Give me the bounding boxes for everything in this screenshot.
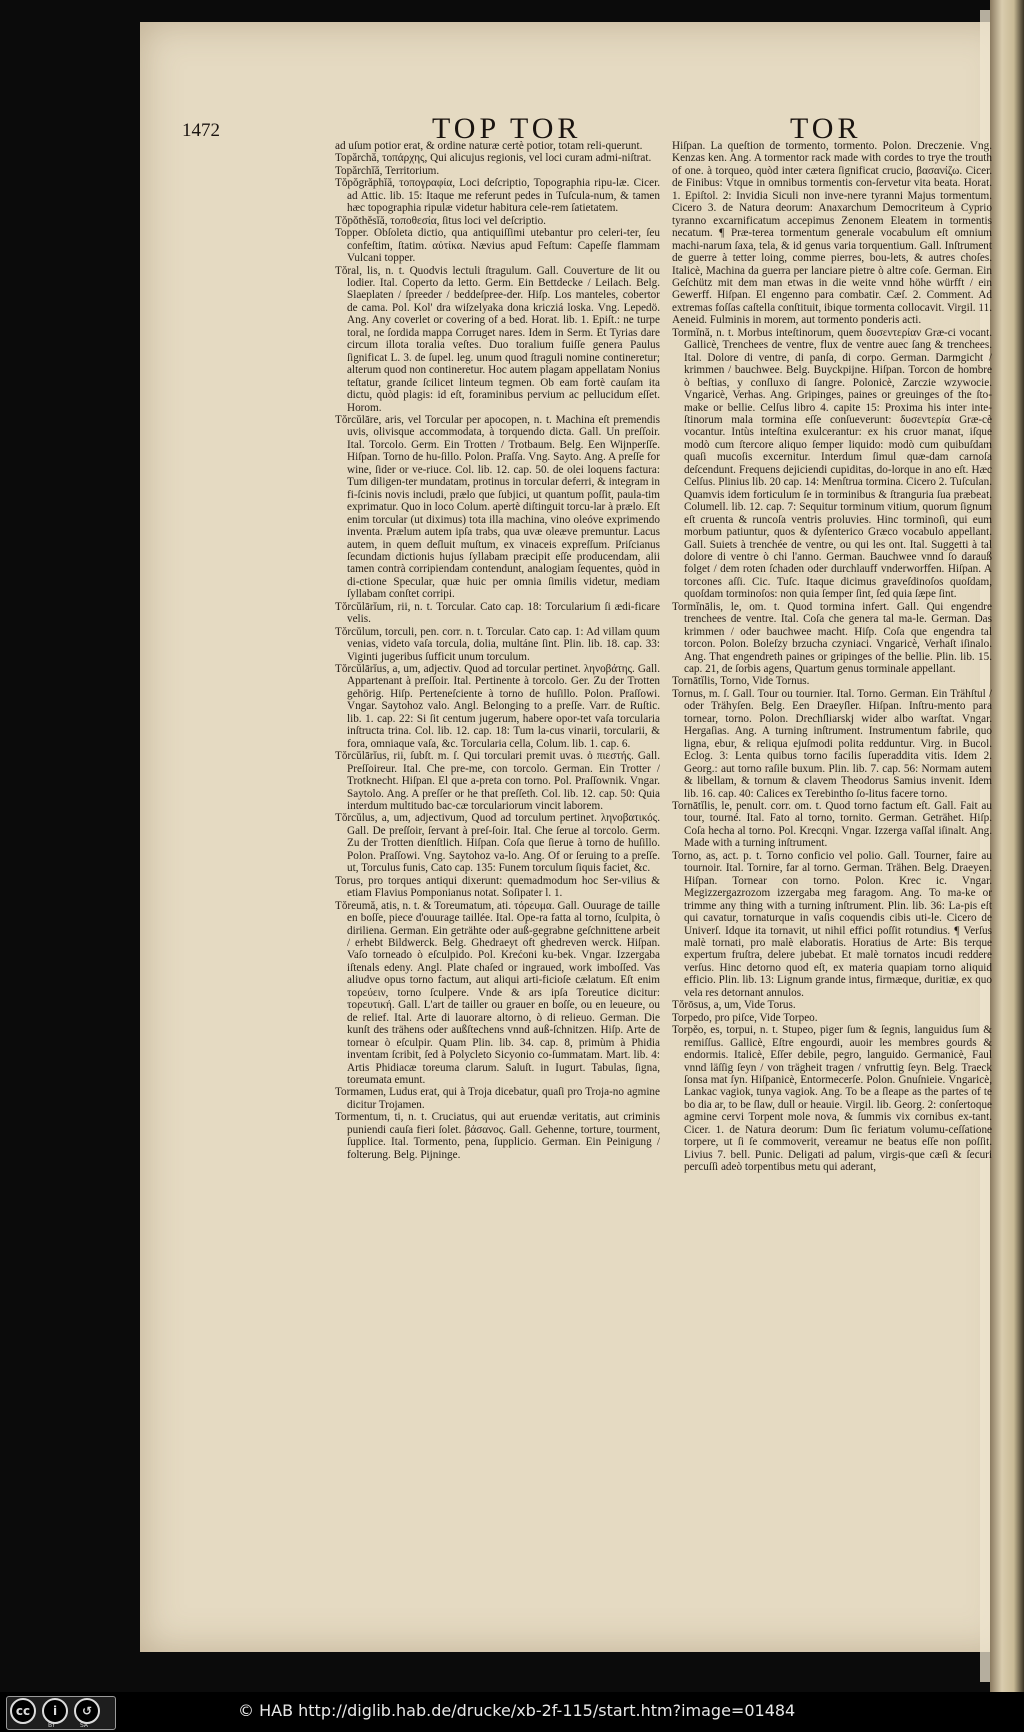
entry-torcularium: Tŏrcŭlārĭum, rii, n. t. Torcular. Cato cap. 18: Torcularium ſi ædi-ficare velis.: [335, 600, 660, 626]
entry-toreuma: Tŏreumă, atis, n. t. & Toreumatum, ati. τόρευμα. Gall. Ouurage de taille en boſſe, piece d'ouurage taillée. Ital. Ope-ra fatta al torno, ſculpita, ò diriliena. German. Ein geträhte oder auß-gegrabne geſchnittene arbeit / erhebt Bildwerck. Belg. Ghedraeyt oft ghedreven werck. Hiſpan. Vaſo torneado ò eſculpido. Pol. Krećoni ku-bek. Vngar. Izzergaba iſtenals edeny. Angl. Plate chaſed or ingraued, work imboſſed. Vas aliudve opus torno factum, aut aliqui arti-ficioſe cælatum. Eſt enim τορεύειν, torno ſculpere. Vnde & ars ipſa Toreutice dicitur: τορευτική. Gall. L'art de tailler ou grauer en boſſe, ou en leueure, ou de relief. Ital. Arte di lauorare altorno, ò di relieuo. German. Die kunſt des trähens oder außſtechens vnnd auß-ſchnitzen. Hiſp. Arte de tornear ò eſculpir. Quam Plin. lib. 34. cap. 8, primùm à Phidia inventam ſcribit, ſed à Polycleto Sicyonio co-ſummatam. Mart. lib. 4: Artis Phidiacæ toreuma clarum. Saluſt. in Iugurt. Tabulas, ſigna, toreumata emunt.: [335, 899, 660, 1086]
share-alike-icon: ↺: [74, 1698, 100, 1724]
entry-torculum: Tŏrcŭlum, torculi, pen. corr. n. t. Torcular. Cato cap. 1: Ad villam quum venias, videto vaſa torcula, dolia, multáne ſint. Plin. lib. 18. cap. 33: Viginti jugeribus ſufficit unum torculum.: [335, 625, 660, 663]
running-head-right: TOR: [790, 112, 862, 145]
entry-torminalis: Tormĭnālis, le, om. t. Quod tormina infert. Gall. Qui engendre trenchees de ventre. Ital. Coſa che genera tal ma-le. German. Das krimmen / oder bauchwee macht. Hiſp. Coſa que engendra tal torcon. Polon. Boleſzy brzucha czyniaci. Vngaricè, Verhaſt iſinalo. Ang. That engendreth paines or gripinges of the bellie. Plin. lib. 15. cap. 21, de ſorbis agens, Quartum genus torminale appellant.: [672, 600, 992, 676]
page-number: 1472: [182, 120, 220, 141]
entry-tormina: Tormĭnă, n. t. Morbus inteſtinorum, quem δυσεντερίαν Græ-ci vocant. Gallicè, Trenchees de ventre, flux de ventre auec ſang & trenchees. Ital. Dolore di ventre, di panſa, di corpo. German. Darmgicht / krimmen / bauchwee. Belg. Buyckpijne. Hiſpan. Torcon de hombre ò beſtias, y conſluxo di ſangre. Polonicè, Zarczie wzywocie. Vngaricè, Verhas. Ang. Gripinges, paines or greuinges of the ſto-make or bellie. Celſus libro 4. capite 15: Proxima his inter inte-ſtinorum mala tormina eſſe conſueverunt: δυσεντερία Græ-cè vocantur. Intùs inteſtina exulcerantur: ex his cruor manat, iſque modò cum ſtercore aliquo ſemper liquido: modò cum quibuſdam quaſi mucoſis excernitur. Interdum ſimul quæ-dam carnoſa deſcendunt. Frequens dejiciendi cupiditas, do-lorque in ano eſt. Hæc Celſus. Plinius lib. 20 cap. 14: Menſtrua tormina. Cicero 2. Tuſculan. Quamvis idem forticulum ſe in torminibus & ſtranguria ſua præbeat. Columell. lib. 12. cap. 7: Sequitur torminum vitium, quorum ſignum eſt cruenta & runcoſa ventris proluvies. Hinc torminoſi, qui eum morbum patiuntur, quos & dyſenterico Græco vocabulo appellant. Gall. Suiets à trenchée de ventre, ou qui les ont. Ital. Suggetti à tal dolore di ventre ò chi l'anno. German. Bauchwee vnnd ſo darauß folget / dem roten ſchaden oder durchlauff vnderworffen. Hiſpan. A torcones aſſi. Cic. Tuſc. Itaque dicimus graveſdinoſos quoſdam, quoſdam torminoſos: non quia ſemper ſint, ſed quia ſæpe ſint.: [672, 326, 992, 601]
entry-torculus: Tŏrcŭlus, a, um, adjectivum, Quod ad torculum pertinet. ληνοβατικός. Gall. De preſſoir, ſervant à preſ-ſoir. Ital. Che ſerue al torcolo. Germ. Zu der Trotten dienſtlich. Hiſpan. Coſa que ſierue à torno de huſillo. Polon. Praſſowi. Vng. Saytohoz va-lo. Ang. Of or ſeruing to a preſſe. ut, Torculus funis, Cato cap. 135: Funem torculum ſiquis faciet, &c.: [335, 812, 660, 875]
source-credit-link[interactable]: © HAB http://diglib.hab.de/drucke/xb-2f-115/start.htm?image=01484: [238, 1701, 796, 1720]
license-by-label: BY: [48, 1722, 56, 1729]
entry-torcularius-subst: Tŏrcŭlārĭus, rii, ſubſt. m. ſ. Qui torculari premit uvas. ὁ πιεστής. Gall. Preſſoireur. Ital. Che pre-me, con torcolo. German. Ein Trotter / Trotknecht. Hiſpan. El que a-preta con torno. Pol. Praſſownik. Vngar. Saytolo. Ang. A preſſer or he that preſſeth. Col. lib. 12. cap. 50: Quia interdum multitudo bac-cæ torculariorum vincit laborem.: [335, 750, 660, 813]
entry-topographia: Tŏpŏgrăphĭă, τοπογραφία, Loci deſcriptio, Topographia ripu-læ. Cicer. ad Attic. lib. 15: Itaque me referunt pedes in Tuſcula-num, & tamen hæc topographia ripulæ videtur habitura cele-rem ſatietatem.: [335, 177, 660, 215]
entry-torno: Torno, as, act. p. t. Torno conficio vel polio. Gall. Tourner, faire au tournoir. Ital. Tornire, far al torno. German. Trähen. Belg. Draeyen. Hiſpan. Tornear con torno. Polon. Krec ic. Vngar. Megizzergazrozom izzergaba meg faragom. Ang. To ma-ke or trimme any thing with a turning inſtrument. Plin. lib. 36: La-pis eſt qui cavatur, tornaturque in vaſis coquendis cibis uti-le. Cicero de Univerſ. Idque ita tornavit, ut nihil effici poſſit rotundius. ¶ Verſus malè tornati, pro malè elaboratis. Horatius de Arte: Bis terque expertum fruſtra, delere jubebat. Et malè tornatos incudi reddere verſus. Hinc detorno quod eſt, ex materia quapiam torno aliquid efficio. Plin. lib. 13: Lignum grande intus, firmæque, duritiæ, ex quo vela res detornant annulos.: [672, 849, 992, 999]
entry-toparcha: Topărchă, τοπάρχης, Qui alicujus regionis, vel loci curam admi-niſtrat.: [335, 152, 652, 165]
entry-text: ad uſum potior erat, & ordine naturæ certè potior, totam reli-querunt.: [335, 140, 643, 152]
attribution-icon: i: [42, 1698, 68, 1724]
entry-torpeo: Torpĕo, es, torpui, n. t. Stupeo, piger ſum & ſegnis, languidus ſum & remiſſus. Gallicè, Eſtre engourdi, auoir les membres gourds & endormis. Italicè, Eſſer debile, pegro, languido. Germanicè, Faul vnnd läſſig ſeyn / von trägheit tragen / vnfruttig ſeyn. Belg. Traeck ſonsa mat ſyn. Hiſpanicè, Entormecerſe. Polon. Gnuſnieie. Vngaricè, Lankac vagiok, tunya vagiok. Ang. To be a ſleape as the partes of te bo dia ar, to be ſlaw, dull or heauie. Virgil. lib. Georg. 2: conſertoque agmine cervi Torpent mole nova, & ſummis vix cornibus ex-tant. Cicer. 1. de Natura deorum: Dum ſic feriatum volumu-ceſſatione torpere, ut ſi ſe commoverit, vereamur ne beatus eſſe non poſſit. Livius 7. bell. Punic. Deligati ad palum, virgis-que cæſi & ſecuri percuſſi adeò torpentibus metu qui aderant,: [672, 1024, 992, 1174]
entry-torus: Torus, pro torques antiqui dixerunt: quemadmodum hoc Ser-vilius & etiam Flavius Pomponianus notat. Soſipater l. 1.: [335, 874, 660, 900]
entry-torculare: Tŏrcŭlāre, aris, vel Torcular per apocopen, n. t. Machina eſt premendis uvis, olivisque accommodata, à torquendo dicta. Gall. Un preſſoir. Ital. Torcolo. Germ. Ein Trotten / Trotbaum. Belg. Een Wijnperſſe. Hiſpan. Torno de hu-ſillo. Polon. Praſſa. Vng. Sayto. Ang. A preſſe for wine, ſider or ve-riuce. Col. lib. 12. cap. 50. de olei loquens factura: Tum diligen-ter mundatam, protinus in torcular deferri, & integram in fi-ſcinis novis includi, prælo que ſubjici, ut quantum poſſit, paula-tim exprimatur. Quo in loco Colum. apertè diſtinguit torcu-lar à prælo. Eſt enim torcular (ut diximus) tota illa machina, vino oleóve exprimendo inventa. Prælum autem ipſa trabs, qua uvæ oleæve premuntur. Lacus autem, in quem deſluit muſtum, ex vinaceis expreſſum. Priſcianus ſecundam dictionis hujus ſyllabam præcipit eſſe producendam, alii tamen contrà corripiendam contendunt, analogiam ſequentes, quòd in di-ctione Specular, quæ huic per omnia ſimilis videtur, mediam ſyllabam conſtet corripi.: [335, 413, 660, 601]
entry-torosus: Tŏrōsus, a, um, Vide Torus.: [672, 999, 796, 1012]
entry-tormentum: Tormentum, ti, n. t. Cruciatus, qui aut eruendæ veritatis, aut criminis puniendi cauſa fieri ſolet. βάσανος. Gall. Gehenne, torture, tourment, ſupplice. Ital. Tormento, pena, ſupplicio. German. Ein Peinigung / folterung. Belg. Pijninge.: [335, 1111, 660, 1161]
entry-topothesia: Tŏpŏthĕsĭă, τοποθεσία, ſitus loci vel deſcriptio.: [335, 214, 546, 227]
running-head-left: TOP TOR: [432, 112, 582, 145]
entry-tornatilis: Tornātĭlis, le, penult. corr. om. t. Quod torno factum eſt. Gall. Fait au tour, tourné. Ital. Fato al torno, tornito. German. Geträhet. Hiſp. Coſa hecha al torno. Pol. Krecqni. Vngar. Izzerga vaſſal iſinalt. Ang. Made with a turning inſtrument.: [672, 800, 992, 850]
entry-toparchia: Topărchĭă, Territorium.: [335, 164, 440, 177]
entry-torpedo: Torpedo, pro piſce, Vide Torpeo.: [672, 1011, 818, 1024]
license-sa-label: SA: [80, 1722, 89, 1729]
entry-topper: Topper. Obſoleta dictio, qua antiquiſſimi utebantur pro celeri-ter, ſeu confeſtim, ſtatim. αὐτίκα. Nævius apud Feſtum: Capeſſe flammam Vulcani topper.: [335, 227, 660, 265]
entry-tornus: Tornus, m. ſ. Gall. Tour ou tournier. Ital. Torno. German. Ein Trähſtul / oder Trähyſen. Belg. Een Draeyſler. Hiſpan. Inſtru-mento para tornear, torno. Polon. Drechſliarskj wider albo warſtat. Vngar. Hergaſias. Ang. A turning inſtrument. Instrumentum fabrile, quo ligna, ebur, & reliqua ejuſmodi polita redduntur. Virg. in Bucol. Eclog. 3: Lenta quibus torno facilis ſuperaddita vitis. Idem 2. Georg.: aut torno raſile buxum. Plin. lib. 7. cap. 56: Normam autem & libellam, & tornum & clavem Theodorus Samius invenit. Idem lib. 16. cap. 40: Calices ex Terebintho ſo-litus facere torno.: [672, 687, 992, 800]
left-text-column: [335, 140, 660, 1161]
entry-tormentum-cont: Hiſpan. La queſtion de tormento, tormento. Polon. Dreczenie. Vng. Kenzas ken. Ang. A tormentor rack made with cordes to trye the trouth of one. à torqueo, quòd inter cætera ſignificat crucio, βασανίζω. Cicer. de Finibus: Vtque in omnibus tormentis con-ſervetur vita beata. Horat. 1. Epiſtol. 2: Invidia Siculi non inve-nere tyranni Majus tormentum. Cicero 3. de Natura deorum: Anaxarchum Democriteum à Cyprio tyranno excarnificatum accepimus Zenonem Eleatem in tormentis necatum. ¶ Præ-terea tormentum generale vocabulum eſt omnium machi-narum ſaxa, tela, & id genus varia torquentium. Gall. Inſtrument de guerre à tetter loing, comme pierres, bou-lets, & autres choſes. Italicè, Machina da guerra per lanciare pietre ò altre coſe. German. Ein Geſchütz mit dem man etwas in die weite vnnd höhe würfft / ein Gewerff. Hiſpan. El engenno para combatir. Cæſ. 2. Comment. Ad extremas foſſas caſtella conſtituit, ibique tormenta collocavit. Virgil. 11. Aeneid. Fulminis in morem, aut tormento ponderis acti.: [672, 140, 992, 327]
entry-tormamen: Tormamen, Ludus erat, qui à Troja dicebatur, quaſi pro Troja-no agmine dicitur Trojamen.: [335, 1086, 660, 1111]
entry-torcularius-adj: Tŏrcŭlārĭus, a, um, adjectiv. Quod ad torcular pertinet. ληνοβάτης. Gall. Appartenant à preſſoir. Ital. Pertinente à torcolo. Ger. Zu der Trotten gehörig. Hiſp. Perteneſciente à torno de huſillo. Polon. Praſſowi. Vngar. Saytohoz valo. Angl. Belonging to a preſſe. Varr. de Ruſtic. lib. 1. cap. 22: Si ſit centum jugerum, habere opor-tet vaſa torcularia inſtructa trina. Col. lib. 12. cap. 18: Tum la-cus vinarii, torcularii, & fora, omniaque vaſa, &c. Torcularia cella, Colum. lib. 1. cap. 6.: [335, 663, 660, 750]
book-gutter: [990, 0, 1024, 1692]
right-text-column: [672, 140, 992, 1174]
entry-tornatilis-ref: Tornātĭlis, Torno, Vide Tornus.: [672, 675, 810, 688]
creative-commons-icon: cc: [10, 1698, 36, 1724]
entry-toral: Tŏral, lis, n. t. Quodvis lectuli ſtragulum. Gall. Couverture de lit ou lodier. Ital. Coperto da letto. Germ. Ein Bettdecke / Leilach. Belg. Slaeplaten / ſpreeder / beddeſpree-der. Hiſp. Los manteles, cobertor de cama. Pol. Kol' dra wiſzelyaka dona kricziá loska. Vng. Lepedö. Ang. Any coverlet or covering of a bed. Horat. lib. 1. Epiſt.: ne turpe toral, ne ſordida mappa Corruget nares. Idem in Serm. Et Tyrias dare circum illota toralia veſtes. Duo toralium fuiſſe genera Paulus ſignificat L. 3. de ſupel. leg. unum quod ſtraguli nomine contineretur; alterum quod non contineretur. Hoc autem plagam appellatam Nonius teſtatur, grande ſcilicet linteum tegmen. Ob eam fortè cauſam ita dictu, quòd plagis: id eſt, foraminibus pervium ac pellucidum eſſet. Horom.: [335, 264, 660, 414]
